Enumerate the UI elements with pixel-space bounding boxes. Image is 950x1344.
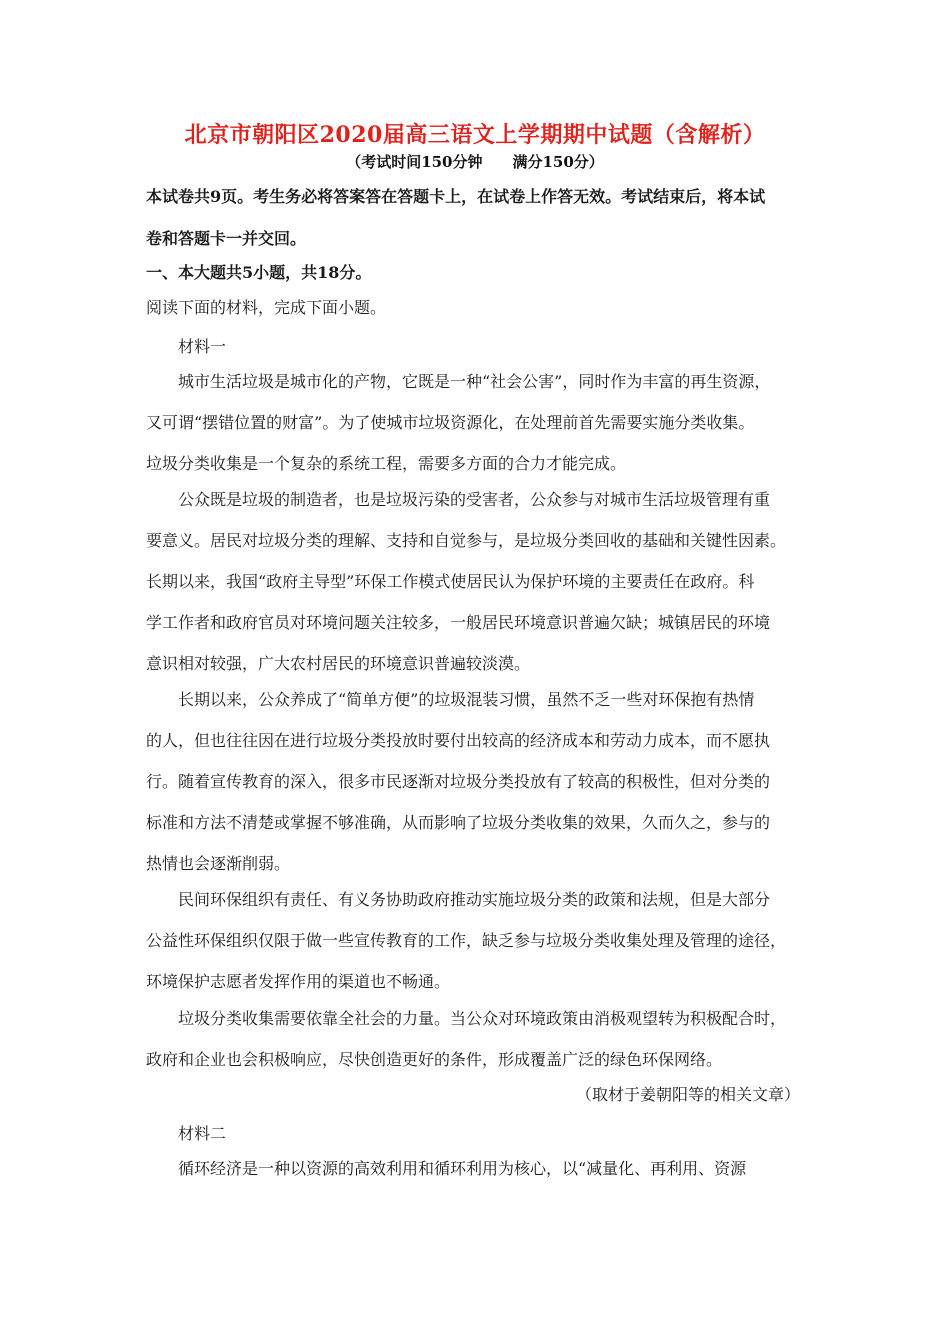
instruction-text: 阅读下面的材料，完成下面小题。 [146, 298, 387, 317]
material2-label: 材料二 [178, 1124, 227, 1143]
document-subtitle: （考试时间150分钟 满分150分） [346, 153, 604, 171]
paragraph-line: 标准和方法不清楚或掌握不够准确，从而影响了垃圾分类收集的效果，久而久之，参与的 [146, 813, 771, 832]
notice-line: 卷和答题卡一并交回。 [146, 229, 307, 248]
paragraph-line: 公众既是垃圾的制造者，也是垃圾污染的受害者，公众参与对城市生活垃圾管理有重 [178, 490, 771, 509]
paragraph-line: 环境保护志愿者发挥作用的渠道也不畅通。 [146, 972, 451, 991]
notice-line: 本试卷共9页。考生务必将答案答在答题卡上，在试卷上作答无效。考试结束后，将本试 [146, 187, 766, 206]
paragraph-line: 的人，但也往往因在进行垃圾分类投放时要付出较高的经济成本和劳动力成本，而不愿执 [146, 731, 771, 750]
paragraph-line: 长期以来，我国“政府主导型”环保工作模式使居民认为保护环境的主要责任在政府。科 [146, 572, 755, 591]
source-citation: （取材于姜朝阳等的相关文章） [575, 1085, 800, 1104]
paragraph-line: 民间环保组织有责任、有义务协助政府推动实施垃圾分类的政策和法规，但是大部分 [178, 890, 771, 909]
paragraph-line: 行。随着宣传教育的深入，很多市民逐渐对垃圾分类投放有了较高的积极性，但对分类的 [146, 772, 771, 791]
section-heading: 一、本大题共5小题，共18分。 [146, 263, 372, 282]
document-title: 北京市朝阳区2020届高三语文上学期期中试题（含解析） [184, 122, 766, 148]
paragraph-line: 公益性环保组织仅限于做一些宣传教育的工作，缺乏参与垃圾分类收集处理及管理的途径， [146, 931, 787, 950]
paragraph-line: 热情也会逐渐削弱。 [146, 854, 291, 873]
paragraph-line: 意识相对较强，广大农村居民的环境意识普遍较淡漠。 [146, 654, 531, 673]
paragraph-line: 学工作者和政府官员对环境问题关注较多，一般居民环境意识普遍欠缺；城镇居民的环境 [146, 613, 771, 632]
paragraph-line: 城市生活垃圾是城市化的产物，它既是一种“社会公害”，同时作为丰富的再生资源， [178, 372, 771, 391]
paragraph-line: 垃圾分类收集需要依靠全社会的力量。当公众对环境政策由消极观望转为积极配合时， [178, 1009, 787, 1028]
paragraph-line: 循环经济是一种以资源的高效利用和循环利用为核心，以“减量化、再利用、资源 [178, 1159, 747, 1178]
paragraph-line: 又可谓“摆错位置的财富”。为了使城市垃圾资源化，在处理前首先需要实施分类收集。 [146, 413, 755, 432]
paragraph-line: 垃圾分类收集是一个复杂的系统工程，需要多方面的合力才能完成。 [146, 454, 627, 473]
paragraph-line: 政府和企业也会积极响应，尽快创造更好的条件，形成覆盖广泛的绿色环保网络。 [146, 1050, 723, 1069]
paragraph-line: 长期以来，公众养成了“简单方便”的垃圾混装习惯，虽然不乏一些对环保抱有热情 [178, 690, 755, 709]
paragraph-line: 要意义。居民对垃圾分类的理解、支持和自觉参与，是垃圾分类回收的基础和关键性因素。 [146, 531, 787, 550]
material1-label: 材料一 [178, 337, 227, 356]
